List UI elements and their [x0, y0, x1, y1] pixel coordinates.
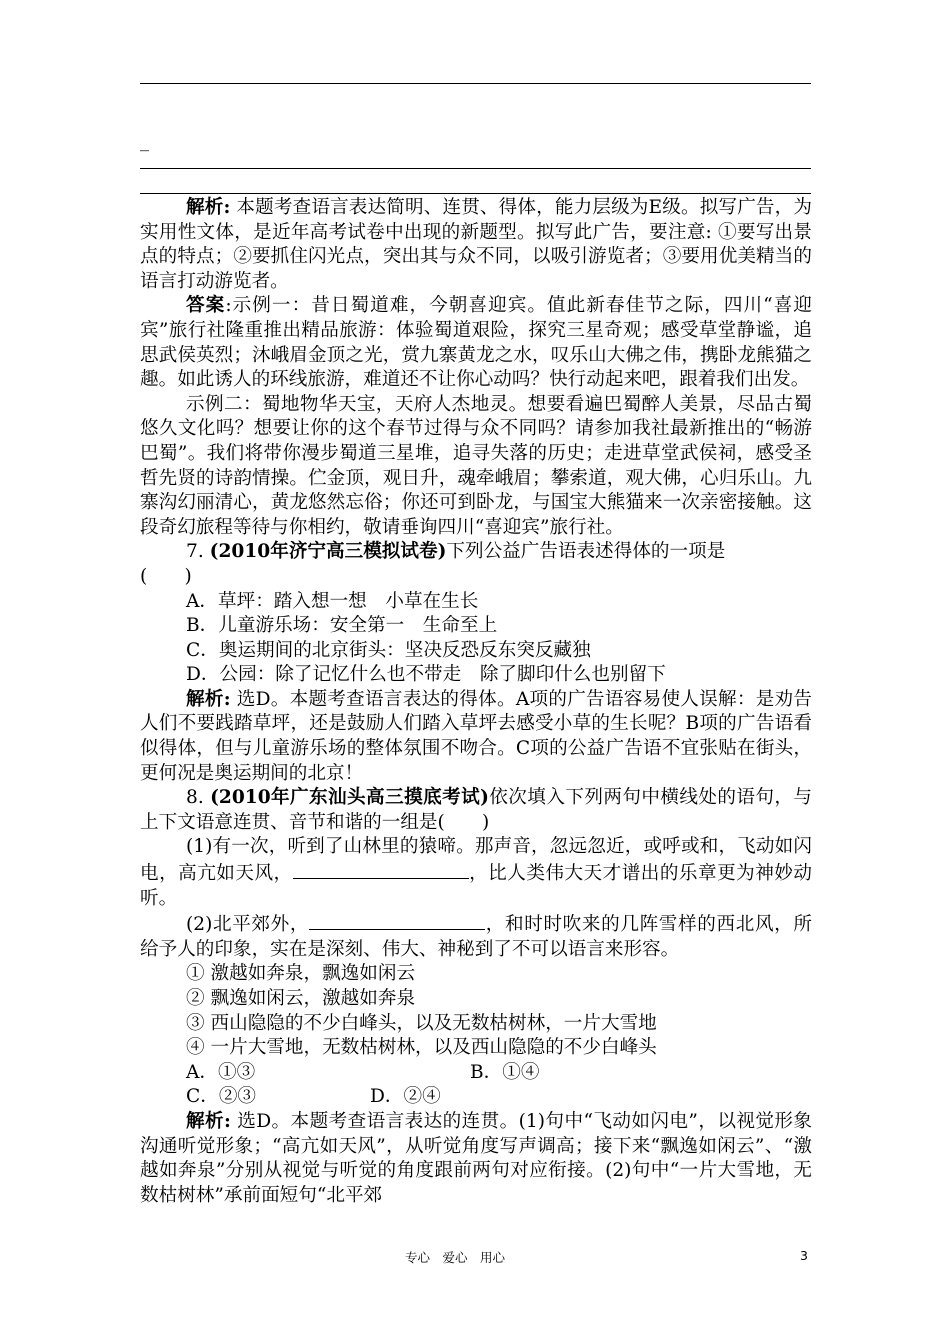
choice-c: C．②③ — [186, 1086, 257, 1108]
answer-line — [140, 193, 811, 194]
option-a: A．草坪：踏入想一想 小草在生长 — [186, 590, 479, 612]
question-number: 8. — [186, 787, 204, 809]
item-4: ④ 一片大雪地，无数枯树林，以及西山隐隐的不少白峰头 — [186, 1037, 657, 1059]
item-3: ③ 西山隐隐的不少白峰头，以及无数枯树林，一片大雪地 — [186, 1012, 657, 1034]
question-text: 依次填入下列两句中横线处的语句，与上下文语意连贯、音节和谐的一组是( ) — [140, 787, 812, 833]
sentence-2: (2)北平郊外， ，和时时吹来的几阵雪样的西北风，所给予人的印象，实在是深刻、伟大、神秘到了不可以语言来形容。 — [140, 911, 812, 962]
analysis-label: 解析: — [186, 688, 231, 710]
choice-d: D．②④ — [370, 1086, 441, 1108]
question-text: 下列公益广告语表述得体的一项是 — [446, 541, 726, 563]
analysis-paragraph — [140, 196, 812, 294]
answer-paragraph — [140, 294, 812, 392]
choice-a: A．①③ — [186, 1061, 256, 1083]
footer-motto: 专心 爱心 用心 — [405, 1250, 506, 1265]
document-body — [140, 196, 812, 1208]
answer-example-2: 示例二：蜀地物华天宝，天府人杰地灵。想要看遍巴蜀醉人美景，尽品古蜀悠久文化吗？想要让你的这个春节过得与众不同吗？请参加我社最新推出的“畅游巴蜀”。我们将带你漫步蜀道三星堆，追寻失落的历史；走进草堂武侯祠，感受圣哲先贤的诗韵情操。伫金顶，观日升，魂牵峨眉；攀索道，观大佛，心归乐山。九寨沟幻丽清心，黄龙悠然忘俗；你还可到卧龙，与国宝大熊猫来一次亲密接触。这段奇幻旅程等待与你相约，敬请垂询四川“喜迎宾”旅行社。 — [140, 393, 812, 538]
option-c: C．奥运期间的北京街头：坚决反恐反东突反藏独 — [186, 639, 591, 661]
choice-row-1 — [140, 1061, 812, 1086]
question-number: 7. — [186, 541, 204, 563]
answer-parentheses: ( ) — [140, 565, 192, 587]
answer-label: 答案 — [186, 295, 226, 317]
analysis-text: 选D。本题考查语言表达的得体。A项的广告语容易使人误解：是劝告人们不要践踏草坪，还是鼓励人们踏入草坪去感受小草的生长呢？B项的广告语看似得体，但与儿童游乐场的整体氛围不吻合。C项的公益广告语不宜张贴在街头，更何况是奥运期间的北京！ — [140, 688, 812, 784]
item-1: ① 激越如奔泉，飘逸如闲云 — [186, 963, 416, 985]
analysis-text: 选D。本题考查语言表达的连贯。(1)句中“飞动如闪电”，以视觉形象沟通听觉形象；“高亢如天风”，从听觉角度写声调高；接下来“飘逸如闲云”、“激越如奔泉”分别从视觉与听觉的角度跟前两句对应衔接。(2)句中“一片大雪地，无数枯树林”承前面短句“北平郊 — [140, 1110, 812, 1206]
fill-blank-1 — [293, 860, 469, 879]
answer-line-stub: _ — [140, 131, 149, 152]
option-b: B．儿童游乐场：安全第一 生命至上 — [186, 615, 498, 637]
item-2: ② 飘逸如闲云，激越如奔泉 — [186, 988, 416, 1009]
analysis-label: 解析: — [186, 1110, 231, 1132]
question-7-stem — [140, 540, 812, 589]
question-7-analysis — [140, 688, 812, 786]
answer-line — [140, 83, 811, 84]
analysis-text: 本题考查语言表达简明、连贯、得体，能力层级为E级。拟写广告，为实用性文体，是近年高考试卷中出现的新题型。拟写此广告，要注意: ①要写出景点的特点；②要抓住闪光点，突出其与众不同，以吸引游览者；③要用优美精当的语言打动游览者。 — [140, 197, 812, 292]
question-8-stem — [140, 786, 812, 835]
answer-example-1: :示例一：昔日蜀道难，今朝喜迎宾。值此新春佳节之际，四川“喜迎宾”旅行社隆重推出精品旅游：体验蜀道艰险，探究三星奇观；感受草堂静谧，追思武侯英烈；沐峨眉金顶之光，赏九寨黄龙之水，叹乐山大佛之伟，携卧龙熊猫之趣。如此诱人的环线旅游，难道还不让你心动吗？快行动起来吧，跟着我们出发。 — [140, 295, 812, 391]
question-source: (2010年广东汕头高三摸底考试) — [210, 787, 489, 809]
analysis-label: 解析: — [186, 197, 231, 218]
choice-row-2 — [140, 1085, 812, 1110]
fill-blank-2 — [309, 911, 485, 930]
question-source: (2010年济宁高三模拟试卷) — [209, 541, 447, 563]
sentence-1: (1)有一次，听到了山林里的猿啼。那声音，忽远忽近，或呼或和，飞动如闪电，高亢如天风， ，比人类伟大天才谱出的乐章更为神妙动听。 — [140, 836, 812, 909]
option-d: D．公园：除了记忆什么也不带走 除了脚印什么也别留下 — [186, 664, 666, 686]
choice-b: B．①④ — [470, 1061, 540, 1083]
page-number: 3 — [800, 1248, 808, 1263]
answer-line — [140, 168, 811, 169]
question-8-analysis — [140, 1110, 812, 1208]
